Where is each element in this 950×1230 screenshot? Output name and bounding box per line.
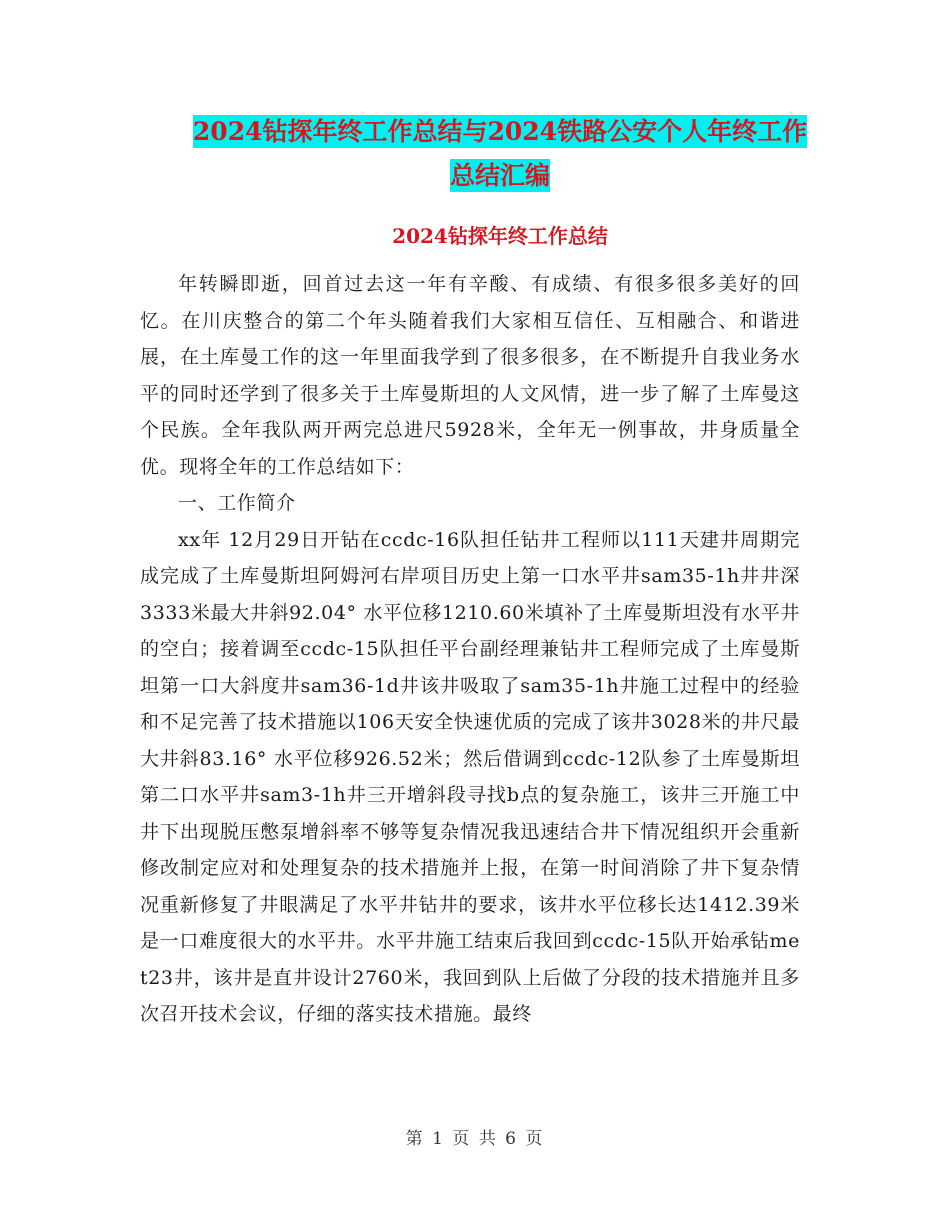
section-title: 2024钻探年终工作总结 [392,224,608,248]
paragraph-heading: 一、工作简介 [178,492,296,514]
body-text [140,266,800,1033]
document-title-line-1: 2024钻探年终工作总结与2024铁路公安个人年终工作 [192,117,808,146]
paragraph-work-summary: xx年 12月29日开钻在ccdc-16队担任钻井工程师以111天建井周期完成完成了土库曼斯坦阿姆河右岸项目历史上第一口水平井sam35-1h井井深3333米最大井斜92.04° 水平位移1210.60米填补了土库曼斯坦没有水平井的空白；接着调至ccdc-15队担任平台副经理兼钻井工程师完成了土库曼斯坦第一口大斜度井sam36-1d井该井吸取了sam35-1h井施工过程中的经验和不足完善了技术措施以106天安全快速优质的完成了该井3028米的井尺最大井斜83.16° 水平位移926.52米；然后借调到ccdc-12队参了土库曼斯坦第二口水平井sam3-1h井三开增斜段寻找b点的复杂施工，该井三开施工中井下出现脱压憋泵增斜率不够等复杂情况我迅速结合井下情况组织开会重新修改制定应对和处理复杂的技术措施并上报，在第一时间消除了井下复杂情况重新修复了井眼满足了水平井钻井的要求，该井水平位移长达1412.39米是一口难度很大的水平井。水平井施工结束后我回到ccdc-15队开始承钻met23井，该井是直井设计2760米，我回到队上后做了分段的技术措施并且多次召开技术会议，仔细的落实技术措施。最终 [140,528,800,1025]
document-title-line-2: 总结汇编 [449,161,550,190]
paragraph-intro: 年转瞬即逝，回首过去这一年有辛酸、有成绩、有很多很多美好的回忆。在川庆整合的第二个年头随着我们大家相互信任、互相融合、和谐进展，在土库曼工作的这一年里面我学到了很多很多，在不断提升自我业务水平的同时还学到了很多关于土库曼斯坦的人文风情，进一步了解了土库曼这个民族。全年我队两开两完总进尺5928米，全年无一例事故，井身质量全优。现将全年的工作总结如下： [140,273,800,478]
document-title [140,110,860,198]
page-footer: 第 1 页 共 6 页 [405,1129,545,1149]
